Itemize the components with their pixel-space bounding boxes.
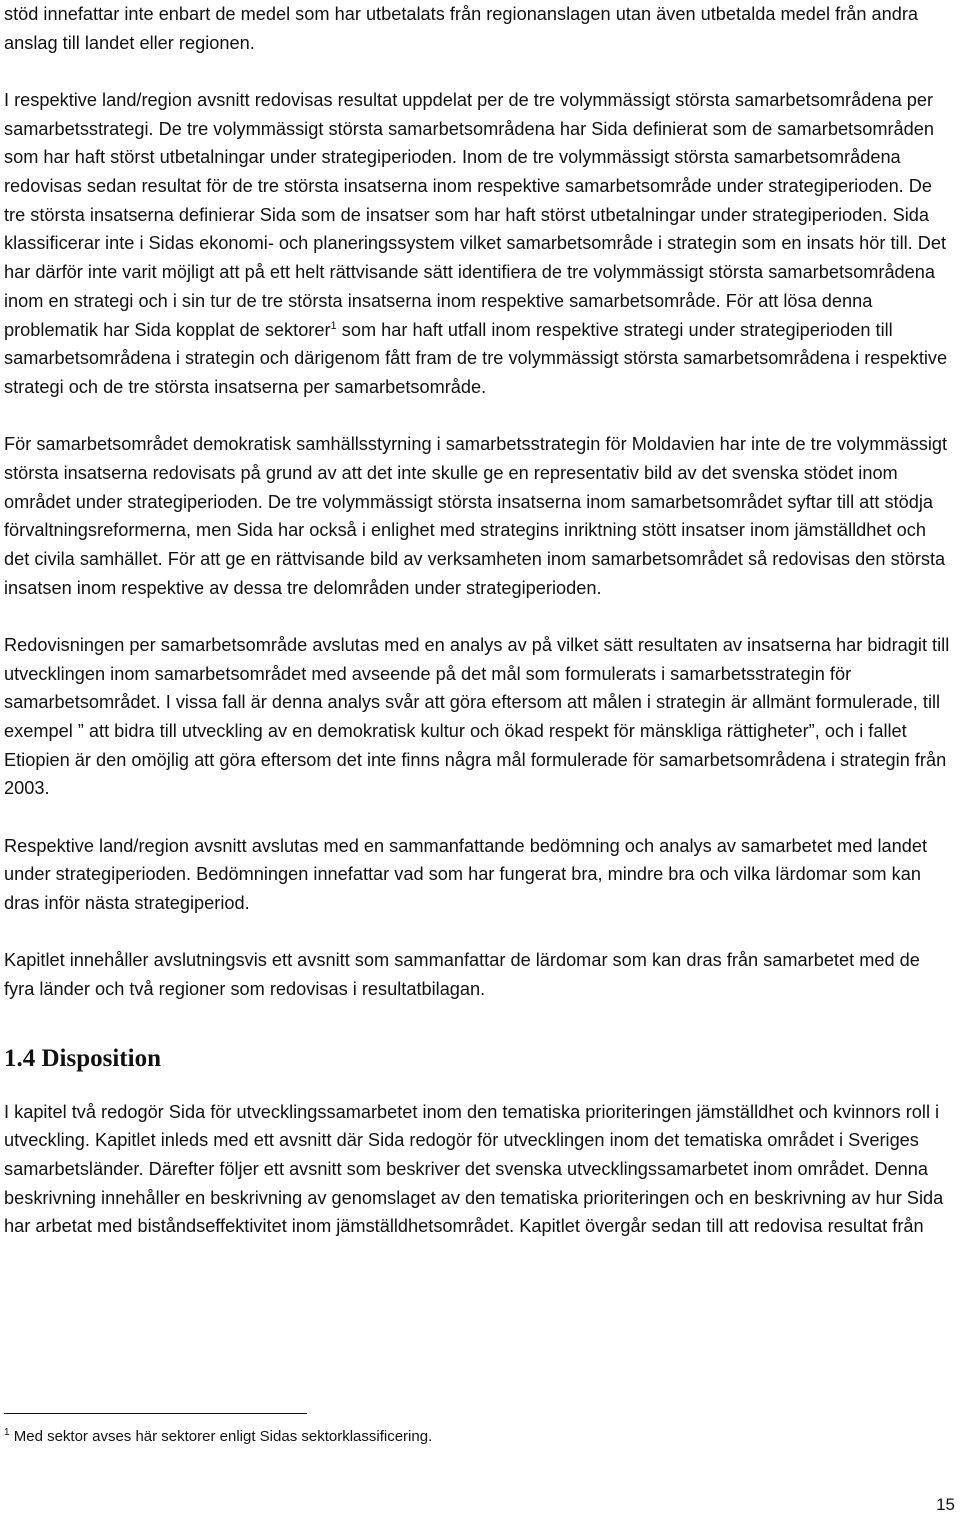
- page-number: 15: [936, 1495, 955, 1514]
- paragraph-1: stöd innefattar inte enbart de medel som har utbetalats från regionanslagen utan även utbetalda medel från andra anslag till landet eller regionen.: [4, 4, 919, 53]
- paragraph-2-continued: som har haft utfall inom respektive strategi under strategiperioden till samarbetsområdena i strategin och därigenom fått fram de tre volymmässigt största samarbetsområdena i respektive strategi och de tre största insatserna per samarbetsområde.: [4, 319, 948, 397]
- footnote-text: Med sektor avses här sektorer enligt Sidas sektorklassificering.: [13, 1428, 433, 1445]
- paragraph-5: Respektive land/region avsnitt avslutas med en sammanfattande bedömning och analys av samarbetet med landet under strategiperioden. Bedömningen innefattar vad som har fungerat bra, mindre bra och vilka lärdomar som kan dras inför nästa strategiperiod.: [4, 835, 928, 913]
- document-page: [4, 0, 952, 1270]
- paragraph-2: [4, 86, 952, 402]
- footnote-divider: [4, 1413, 307, 1414]
- section-title: Disposition: [41, 1044, 161, 1072]
- footnote-marker: 1: [4, 1427, 10, 1438]
- paragraph-4: Redovisningen per samarbetsområde avslutas med en analys av på vilket sätt resultaten av insatserna har bidragit till utvecklingen inom samarbetsområdet med avseende på det mål som formulerats i samarbetsstrategin för samarbetsområdet. I vissa fall är denna analys svår att göra eftersom att målen i strategin är allmänt formulerade, till exempel ” att bidra till utveckling av en demokratisk kultur och ökad respekt för mänskliga rättigheter”, och i fallet Etiopien är den omöjlig att göra eftersom det inte finns några mål formulerade för samarbetsområdena i strategin från 2003.: [4, 634, 950, 799]
- paragraph-6: Kapitlet innehåller avslutningsvis ett avsnitt som sammanfattar de lärdomar som kan dras från samarbetet med de fyra länder och två regioner som redovisas i resultatbilagan.: [4, 950, 920, 999]
- paragraph-3: För samarbetsområdet demokratisk samhällsstyrning i samarbetsstrategin för Moldavien har inte de tre volymmässigt största insatserna redovisats på grund av att det inte skulle ge en representativ bild av det svenska stödet inom området under strategiperioden. De tre volymmässigt största insatserna inom samarbetsområdet syftar till att stödja förvaltningsreformerna, men Sida har också i enlighet med strategins inriktning stött insatser inom jämställdhet och det civila samhället. För att ge en rättvisande bild av verksamheten inom samarbetsområdet så redovisas den största insatsen inom respektive av dessa tre delområden under strategiperioden.: [4, 434, 948, 598]
- footnote: [4, 1426, 432, 1448]
- paragraph-2-text: I respektive land/region avsnitt redovisas resultat uppdelat per de tre volymmässigt största samarbetsområdena per samarbetsstrategi. De tre volymmässigt största samarbetsområdena har Sida definierat som de samarbetsområden som har haft störst utbetalningar under strategiperioden. Inom de tre volymmässigt största samarbetsområdena redovisas sedan resultat för de tre största insatserna inom respektive samarbetsområde under strategiperioden. De tre största insatserna definierar Sida som de insatser som har haft störst utbetalningar under strategiperioden. Sida klassificerar inte i Sidas ekonomi- och planeringssystem vilket samarbetsområde i strategin som en insats hör till. Det har därför inte varit möjligt att på ett helt rättvisande sätt identifiera de tre volymmässigt största samarbetsområdena inom en strategi och i sin tur de tre största insatserna inom respektive samarbetsområde. För att lösa denna problematik har Sida kopplat de sektorer: [4, 89, 947, 340]
- footnote-reference: 1: [330, 319, 337, 332]
- paragraph-7: I kapitel två redogör Sida för utvecklingssamarbetet inom den tematiska prioriteringen jämställdhet och kvinnors roll i utveckling. Kapitlet inleds med ett avsnitt där Sida redogör för utvecklingen inom det tematiska området i Sveriges samarbetsländer. Därefter följer ett avsnitt som beskriver det svenska utvecklingssamarbetet inom området. Denna beskrivning innehåller en beskrivning av genomslaget av den tematiska prioriteringen och en beskrivning av hur Sida har arbetat med biståndseffektivitet inom jämställdhetsområdet. Kapitlet övergår sedan till att redovisa resultat från: [4, 1101, 944, 1237]
- section-number: 1.4: [4, 1044, 36, 1072]
- section-heading: [4, 1044, 952, 1074]
